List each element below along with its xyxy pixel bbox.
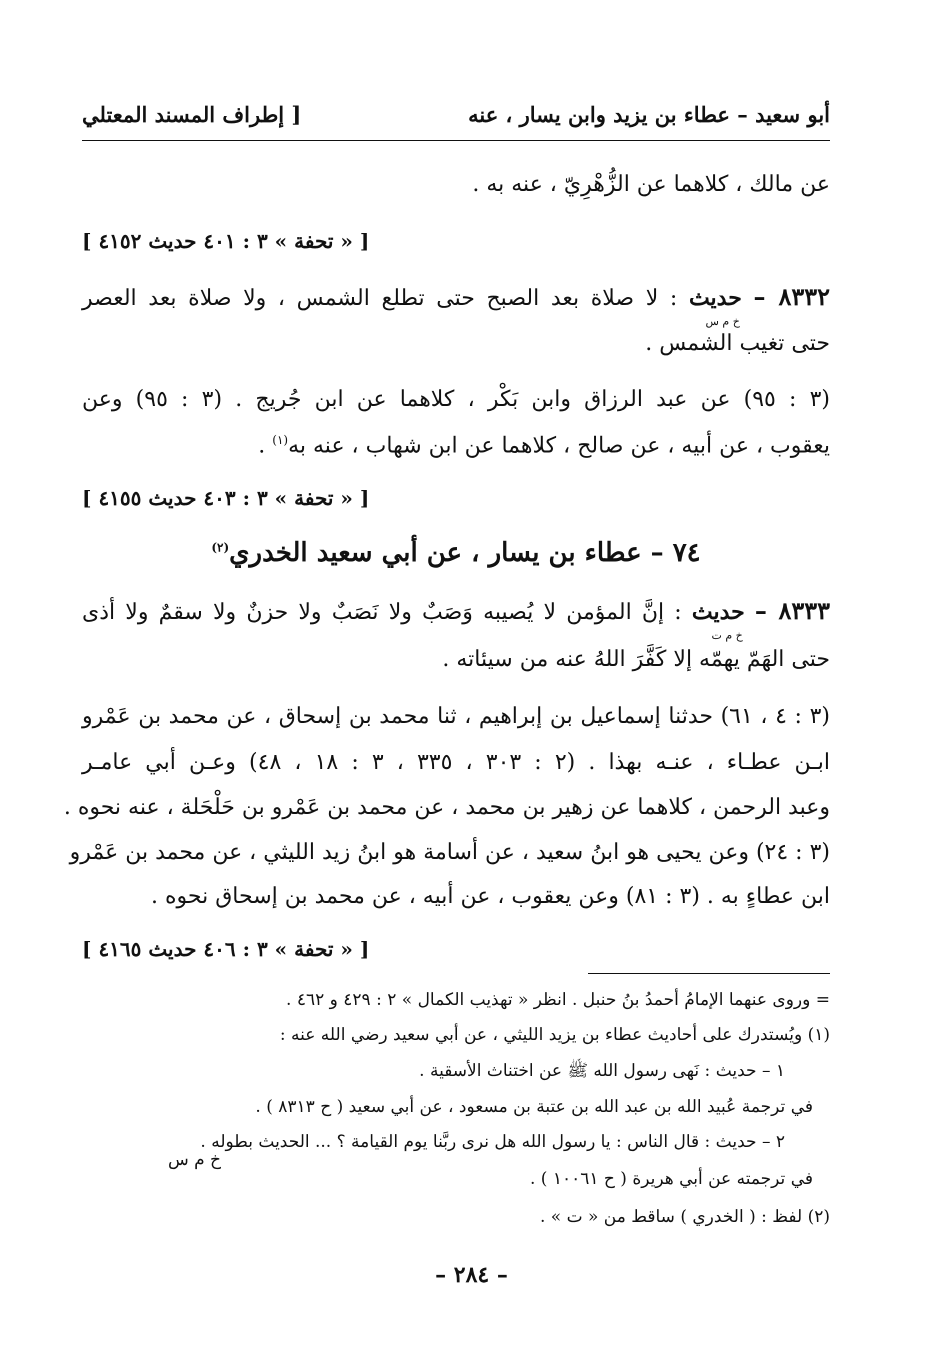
footnote-1-item: في ترجمته عن أبي هريرة ( ح ١٠٠٦١ ) . xyxy=(530,1169,813,1189)
isnad-line: (٣ : ٢٤) وعن يحيى هو ابنُ سعيد ، عن أسامة هو ابنُ زيد الليثي ، عن محمد بن عَمْرو xyxy=(69,840,830,865)
header-section-title: أبو سعيد – عطاء بن يزيد وابن يسار ، عنه xyxy=(468,102,830,127)
sigla-marks: خ م ت xyxy=(711,629,743,642)
footnote-2: (٢) لفظ : ( الخدري ) ساقط من « ت » . xyxy=(539,1207,830,1227)
sigla-marks: خ م س xyxy=(167,1150,221,1170)
isnad-line: يعقوب ، عن أبيه ، عن صالح ، كلاهما عن ابن شهاب ، عنه به$^{(١)}$ . xyxy=(258,433,830,459)
hadith-text-line: حتى الهَمّ يهمّه إلا كَفَّرَ اللهُ عنه من سيئاته . xyxy=(442,647,830,672)
tuhfa-reference: [ « تحفة » ٣ : ٤٠١ حديث ٤١٥٢ ] xyxy=(82,229,370,253)
footnote-separator xyxy=(588,973,830,974)
footnote-1-item: ١ – حديث : نَهى رسول الله ﷺ عن اختناث الأسقية . xyxy=(419,1061,785,1081)
hadith-text: : لا صلاة بعد الصبح حتى تطلع الشمس ، ولا صلاة بعد العصر xyxy=(82,286,678,311)
isnad-line: وعبد الرحمن ، كلاهما عن زهير بن محمد ، عن محمد بن عَمْرو بن حَلْحَلة ، عنه نحوه . xyxy=(63,795,830,820)
hadith-label: حديث خ م س xyxy=(688,285,742,328)
hadith-label: حديث خ م ت xyxy=(691,599,745,642)
page-number: – ٢٨٤ – xyxy=(435,1262,508,1288)
footnote-1-item: في ترجمة عُبيد الله بن عبد الله بن عتبة بن مسعود ، عن أبي سعيد ( ح ٨٣١٣ ) . xyxy=(255,1097,813,1117)
tuhfa-reference: [ « تحفة » ٣ : ٤٠٦ حديث ٤١٦٥ ] xyxy=(82,937,370,961)
sigla-marks: خ م س xyxy=(705,315,740,328)
hadith-number: ٨٣٣٣ – xyxy=(754,596,830,625)
isnad-line: (٣ : ٩٥) عن عبد الرزاق وابن بَكْر ، كلاهما عن ابن جُريج . (٣ : ٩٥) وعن xyxy=(82,387,831,412)
footnote-continuation: = وروى عنهما الإمامُ أحمدُ بنُ حنبل . انظر « تهذيب الكمال » ٢ : ٤٢٩ و ٤٦٢ . xyxy=(286,990,830,1010)
chapter-heading: ٧٤ – عطاء بن يسار ، عن أبي سعيد الخدري$^{(٢)}$ xyxy=(211,538,701,568)
hadith-8333-heading xyxy=(82,596,830,642)
header-book-title: [ إطراف المسند المعتلي xyxy=(82,102,302,127)
isnad-line: (٣ : ٤ ، ٦١) حدثنا إسماعيل بن إبراهيم ، ثنا محمد بن إسحاق ، عن محمد بن عَمْرو xyxy=(82,704,830,729)
hadith-text: : إنَّ المؤمن لا يُصيبه وَصَبٌ ولا نَصَبٌ ولا حزنٌ ولا سقمٌ ولا أذى xyxy=(82,600,682,625)
footnote-marker: (١) xyxy=(272,433,289,447)
hadith-text-line: حتى تغيب الشمس . xyxy=(645,331,830,356)
isnad-line: ابـن عطـاء ، عنـه بهذا . (٢ : ٣٠٣ ، ٣٣٥ ، ٣ : ١٨ ، ٤٨) وعـن أبي عامـر xyxy=(82,750,830,775)
isnad-line: ابن عطاءٍ به . (٣ : ٨١) وعن يعقوب ، عن أبيه ، عن محمد بن إسحاق نحوه . xyxy=(151,884,830,909)
tuhfa-reference: [ « تحفة » ٣ : ٤٠٣ حديث ٤١٥٥ ] xyxy=(82,486,370,510)
footnote-1: (١) ويُستدرك على أحاديث عطاء بن يزيد الليثي ، عن أبي سعيد رضي الله عنه : xyxy=(279,1025,830,1045)
running-header xyxy=(82,100,830,141)
text-line: عن مالك ، كلاهما عن الزُّهْرِيّ ، عنه به . xyxy=(472,172,830,197)
footnote-1-item: ٢ – حديث : قال الناس : يا رسول الله هل نرى ربَّنا يوم القيامة ؟ ... الحديث بطوله . xyxy=(200,1132,785,1152)
hadith-8332-heading xyxy=(82,282,831,328)
footnote-marker: (٢) xyxy=(211,540,230,555)
hadith-number: ٨٣٣٢ – xyxy=(753,282,831,311)
